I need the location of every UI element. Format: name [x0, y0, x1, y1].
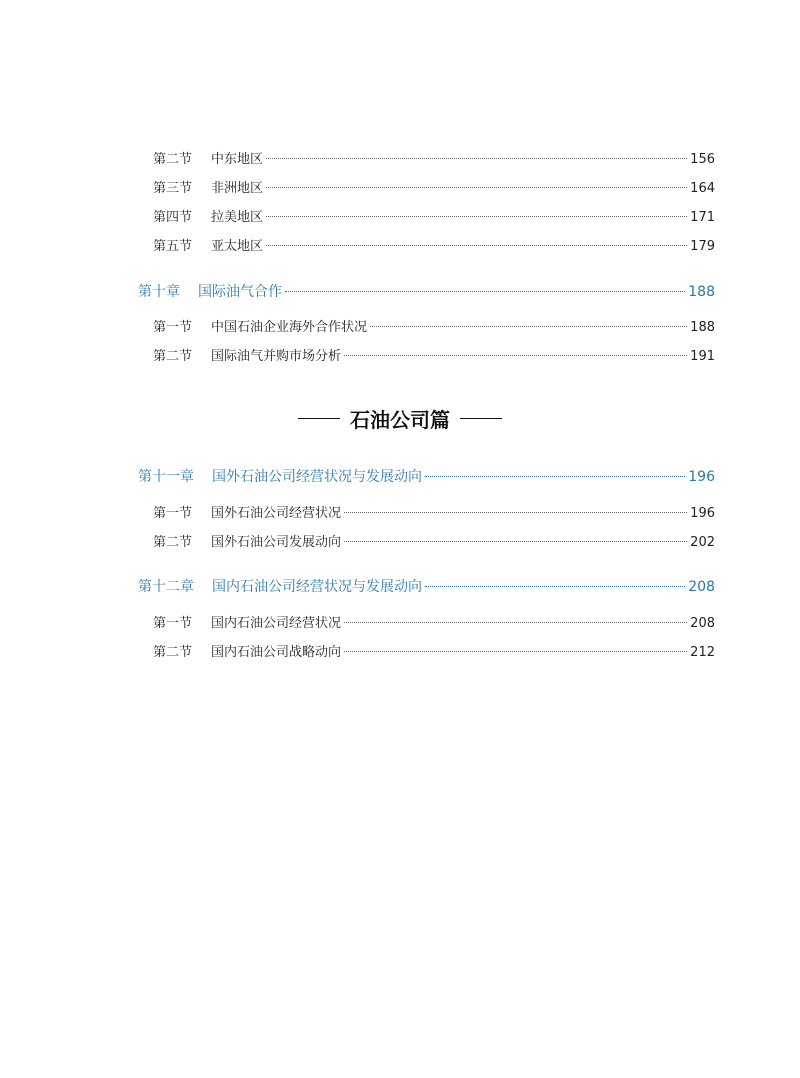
section-number: 第三节 — [153, 181, 193, 196]
section-title: 中国石油企业海外合作状况 — [211, 320, 368, 335]
dot-leader — [344, 622, 687, 623]
part-title: 石油公司篇 — [350, 408, 450, 432]
dot-leader — [344, 541, 687, 542]
dot-leader — [425, 586, 685, 587]
section-title: 拉美地区 — [211, 210, 264, 225]
toc-section-row[interactable] — [153, 504, 715, 524]
chapter-number: 第十章 — [138, 284, 180, 300]
toc-section-row[interactable] — [153, 208, 715, 228]
toc-section-row[interactable] — [153, 237, 715, 257]
dot-leader — [344, 355, 687, 356]
section-title: 中东地区 — [211, 152, 264, 167]
section-number: 第四节 — [153, 210, 193, 225]
dot-leader — [425, 476, 685, 477]
page-number: 202 — [690, 535, 715, 550]
section-number: 第一节 — [153, 616, 193, 631]
section-title: 国外石油公司经营状况 — [211, 506, 342, 521]
dot-leader — [266, 216, 687, 217]
section-number: 第二节 — [153, 349, 193, 364]
section-title: 非洲地区 — [211, 181, 264, 196]
toc-section-row[interactable] — [153, 643, 715, 663]
chapter-title: 国外石油公司经营状况与发展动向 — [212, 469, 422, 485]
dot-leader — [344, 651, 687, 652]
section-number: 第二节 — [153, 645, 193, 660]
heading-rule-right — [460, 418, 502, 419]
page-number: 171 — [690, 210, 715, 225]
dot-leader — [266, 187, 687, 188]
toc-chapter-row[interactable] — [138, 467, 715, 487]
toc-section-row[interactable] — [153, 179, 715, 199]
page-number: 156 — [690, 152, 715, 167]
part-heading — [0, 404, 800, 433]
page-number: 196 — [688, 469, 715, 485]
section-title: 国际油气并购市场分析 — [211, 349, 342, 364]
toc-section-row[interactable] — [153, 533, 715, 553]
dot-leader — [266, 158, 687, 159]
toc-chapter-row[interactable] — [138, 577, 715, 597]
page-number: 208 — [688, 579, 715, 595]
page-number: 179 — [690, 239, 715, 254]
section-number: 第一节 — [153, 320, 193, 335]
dot-leader — [266, 245, 687, 246]
chapter-title: 国际油气合作 — [198, 284, 282, 300]
section-title: 亚太地区 — [211, 239, 264, 254]
toc-section-row[interactable] — [153, 614, 715, 634]
section-number: 第一节 — [153, 506, 193, 521]
chapter-number: 第十二章 — [138, 579, 194, 595]
section-title: 国外石油公司发展动向 — [211, 535, 342, 550]
toc-section-row[interactable] — [153, 347, 715, 367]
toc-section-row[interactable] — [153, 318, 715, 338]
page-number: 208 — [690, 616, 715, 631]
section-number: 第二节 — [153, 535, 193, 550]
section-title: 国内石油公司战略动向 — [211, 645, 342, 660]
page-number: 196 — [690, 506, 715, 521]
section-number: 第五节 — [153, 239, 193, 254]
page-number: 188 — [690, 320, 715, 335]
chapter-number: 第十一章 — [138, 469, 194, 485]
toc-chapter-row[interactable] — [138, 282, 715, 302]
toc-section-row[interactable] — [153, 150, 715, 170]
section-title: 国内石油公司经营状况 — [211, 616, 342, 631]
page-number: 164 — [690, 181, 715, 196]
dot-leader — [370, 326, 687, 327]
dot-leader — [344, 512, 687, 513]
page-number: 212 — [690, 645, 715, 660]
page-number: 188 — [688, 284, 715, 300]
heading-rule-left — [298, 418, 340, 419]
page-number: 191 — [690, 349, 715, 364]
chapter-title: 国内石油公司经营状况与发展动向 — [212, 579, 422, 595]
section-number: 第二节 — [153, 152, 193, 167]
dot-leader — [285, 291, 685, 292]
